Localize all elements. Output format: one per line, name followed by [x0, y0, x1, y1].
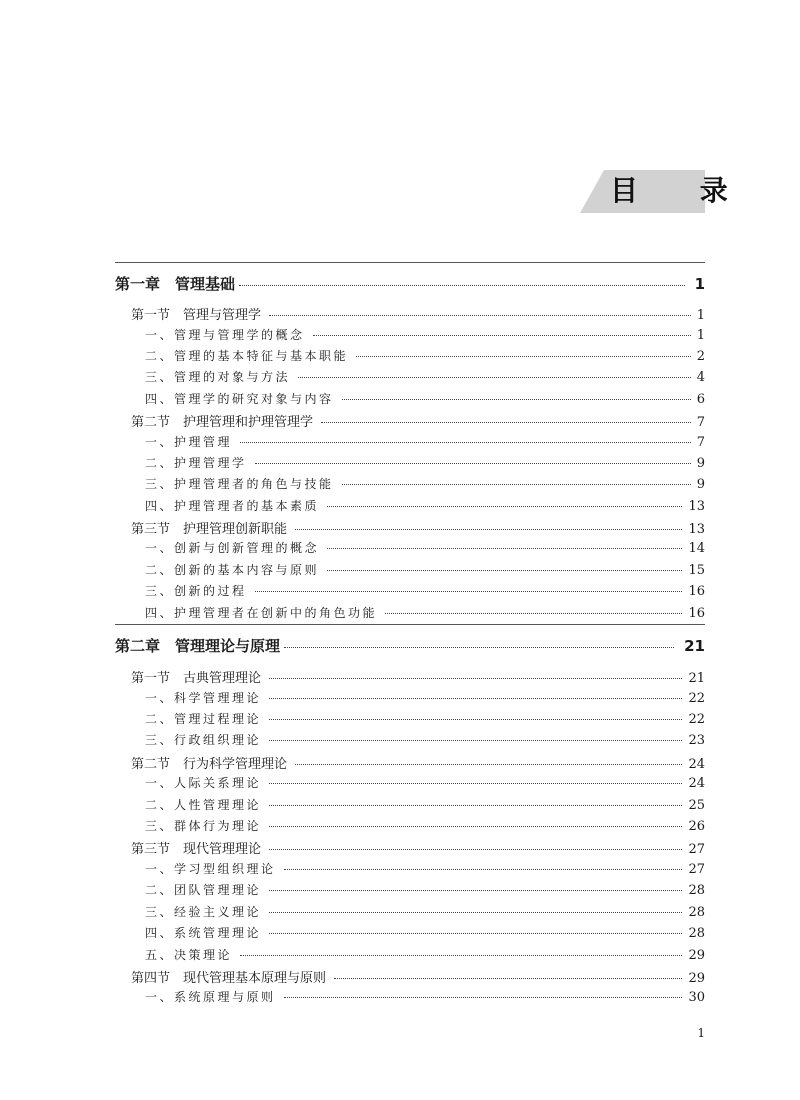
- toc-page-number: 21: [684, 637, 705, 655]
- toc-item-row[interactable]: [0, 988, 705, 1008]
- toc-item-title: 五、决策理论: [145, 948, 233, 962]
- toc-section-row[interactable]: [0, 411, 705, 431]
- toc-page-number: 23: [688, 733, 705, 748]
- dot-leader: [295, 764, 682, 765]
- toc-section-row[interactable]: [0, 518, 705, 538]
- dot-leader: [240, 955, 682, 956]
- toc-page-number: 7: [696, 415, 705, 430]
- toc-item-title: 三、行政组织理论: [145, 733, 262, 747]
- page-number: 1: [697, 1026, 705, 1040]
- dot-leader: [269, 805, 682, 806]
- toc-page-number: 13: [688, 499, 705, 514]
- toc-item-row[interactable]: [0, 497, 705, 517]
- toc-section-row[interactable]: [0, 304, 705, 324]
- toc-item-title: 二、创新的基本内容与原则: [145, 563, 320, 577]
- toc-page-number: 7: [696, 435, 705, 450]
- dot-leader: [385, 613, 682, 614]
- toc-chapter-row[interactable]: [0, 635, 705, 655]
- toc-section-title: 第三节 现代管理理论: [131, 842, 262, 857]
- toc-item-row[interactable]: [0, 796, 705, 816]
- dot-leader: [284, 869, 683, 870]
- dot-leader: [239, 285, 685, 286]
- dot-leader: [356, 356, 691, 357]
- toc-section-title: 第一节 管理与管理学: [131, 308, 262, 323]
- toc-item-title: 一、护理管理: [145, 435, 233, 449]
- dot-leader: [269, 890, 682, 891]
- toc-item-row[interactable]: [0, 368, 705, 388]
- toc-section-row[interactable]: [0, 967, 705, 987]
- toc-item-title: 四、护理管理者的基本素质: [145, 499, 320, 513]
- dot-leader: [269, 719, 682, 720]
- toc-section-row[interactable]: [0, 753, 705, 773]
- dot-leader: [269, 678, 682, 679]
- dot-leader: [327, 570, 682, 571]
- dot-leader: [255, 463, 691, 464]
- toc-page-number: 24: [688, 776, 705, 791]
- toc-section-title: 第三节 护理管理创新职能: [131, 522, 288, 537]
- dot-leader: [269, 933, 682, 934]
- toc-item-row[interactable]: [0, 710, 705, 730]
- toc-page-number: 28: [688, 905, 705, 920]
- toc-page-number: 29: [688, 971, 705, 986]
- toc-page-number: 14: [688, 541, 705, 556]
- dot-leader: [269, 826, 682, 827]
- toc-item-title: 二、团队管理理论: [145, 883, 262, 897]
- toc-page-number: 1: [696, 308, 705, 323]
- toc-item-row[interactable]: [0, 924, 705, 944]
- dot-leader: [342, 399, 691, 400]
- chapter-separator-line: [115, 262, 705, 263]
- toc-item-title: 一、科学管理理论: [145, 691, 262, 705]
- toc-item-row[interactable]: [0, 689, 705, 709]
- toc-page-number: 1: [694, 275, 705, 293]
- toc-item-row[interactable]: [0, 390, 705, 410]
- dot-leader: [269, 740, 682, 741]
- toc-page-number: 29: [688, 948, 705, 963]
- toc-item-title: 二、管理过程理论: [145, 712, 262, 726]
- dot-leader: [327, 548, 682, 549]
- toc-section-title: 第四节 现代管理基本原理与原则: [131, 971, 327, 986]
- toc-page-number: 28: [688, 883, 705, 898]
- toc-page-number: 26: [688, 819, 705, 834]
- toc-page-number: 21: [688, 671, 705, 686]
- dot-leader: [295, 529, 682, 530]
- toc-title-banner: [580, 170, 754, 213]
- toc-page-number: 6: [696, 392, 705, 407]
- toc-page-number: 1: [696, 328, 705, 343]
- toc-item-title: 一、管理与管理学的概念: [145, 328, 305, 342]
- toc-item-row[interactable]: [0, 347, 705, 367]
- toc-chapter-title: 第一章 管理基础: [115, 275, 236, 293]
- toc-item-row[interactable]: [0, 881, 705, 901]
- toc-page-number: 28: [688, 926, 705, 941]
- toc-page-number: 4: [696, 370, 705, 385]
- toc-item-title: 二、护理管理学: [145, 456, 247, 470]
- title-banner-notch: [580, 170, 604, 213]
- dot-leader: [269, 698, 682, 699]
- toc-page-number: 25: [688, 798, 705, 813]
- dot-leader: [284, 997, 683, 998]
- toc-item-title: 四、管理学的研究对象与内容: [145, 392, 334, 406]
- toc-item-row[interactable]: [0, 817, 705, 837]
- toc-section-title: 第二节 护理管理和护理管理学: [131, 415, 314, 430]
- dot-leader: [269, 783, 682, 784]
- toc-item-row[interactable]: [0, 860, 705, 880]
- toc-page-number: 9: [696, 477, 705, 492]
- toc-item-title: 四、护理管理者在创新中的角色功能: [145, 606, 378, 620]
- dot-leader: [298, 377, 691, 378]
- toc-page-number: 16: [688, 606, 705, 621]
- dot-leader: [327, 506, 682, 507]
- toc-item-row[interactable]: [0, 433, 705, 453]
- toc-item-title: 三、群体行为理论: [145, 819, 262, 833]
- toc-item-title: 一、人际关系理论: [145, 776, 262, 790]
- toc-section-title: 第一节 古典管理理论: [131, 671, 262, 686]
- toc-item-row[interactable]: [0, 454, 705, 474]
- toc-item-row[interactable]: [0, 561, 705, 581]
- toc-item-title: 三、经验主义理论: [145, 905, 262, 919]
- toc-item-title: 三、创新的过程: [145, 584, 247, 598]
- toc-page-number: 22: [688, 712, 705, 727]
- dot-leader: [269, 315, 691, 316]
- toc-item-title: 二、管理的基本特征与基本职能: [145, 349, 349, 363]
- toc-item-title: 一、系统原理与原则: [145, 990, 276, 1004]
- dot-leader: [269, 849, 682, 850]
- dot-leader: [284, 647, 674, 648]
- chapter-separator-line: [115, 624, 705, 625]
- toc-item-row[interactable]: [0, 731, 705, 751]
- dot-leader: [240, 442, 691, 443]
- dot-leader: [342, 484, 691, 485]
- toc-page-number: 27: [688, 842, 705, 857]
- toc-page-number: 13: [688, 522, 705, 537]
- toc-item-row[interactable]: [0, 903, 705, 923]
- toc-section-row[interactable]: [0, 838, 705, 858]
- dot-leader: [269, 912, 682, 913]
- toc-item-title: 一、创新与创新管理的概念: [145, 541, 320, 555]
- toc-item-row[interactable]: [0, 539, 705, 559]
- toc-item-row[interactable]: [0, 774, 705, 794]
- toc-page-number: 30: [688, 990, 705, 1005]
- dot-leader: [334, 978, 682, 979]
- toc-chapter-title: 第二章 管理理论与原理: [115, 637, 281, 655]
- toc-page-number: 24: [688, 757, 705, 772]
- toc-item-title: 四、系统管理理论: [145, 926, 262, 940]
- toc-item-row[interactable]: [0, 946, 705, 966]
- toc-page-number: 22: [688, 691, 705, 706]
- toc-item-row[interactable]: [0, 604, 705, 624]
- toc-item-title: 三、护理管理者的角色与技能: [145, 477, 334, 491]
- toc-page-number: 2: [696, 349, 705, 364]
- toc-item-title: 二、人性管理理论: [145, 798, 262, 812]
- toc-item-row[interactable]: [0, 326, 705, 346]
- toc-item-title: 三、管理的对象与方法: [145, 370, 291, 384]
- toc-page-number: 9: [696, 456, 705, 471]
- dot-leader: [313, 335, 691, 336]
- toc-item-row[interactable]: [0, 582, 705, 602]
- toc-section-title: 第二节 行为科学管理理论: [131, 757, 288, 772]
- toc-item-title: 一、学习型组织理论: [145, 862, 276, 876]
- dot-leader: [321, 422, 691, 423]
- toc-item-row[interactable]: [0, 475, 705, 495]
- toc-page-number: 15: [688, 563, 705, 578]
- toc-chapter-row[interactable]: [0, 273, 705, 293]
- dot-leader: [255, 591, 683, 592]
- toc-title: 目 录: [610, 174, 754, 207]
- toc-page-number: 27: [688, 862, 705, 877]
- toc-section-row[interactable]: [0, 667, 705, 687]
- toc-page-number: 16: [688, 584, 705, 599]
